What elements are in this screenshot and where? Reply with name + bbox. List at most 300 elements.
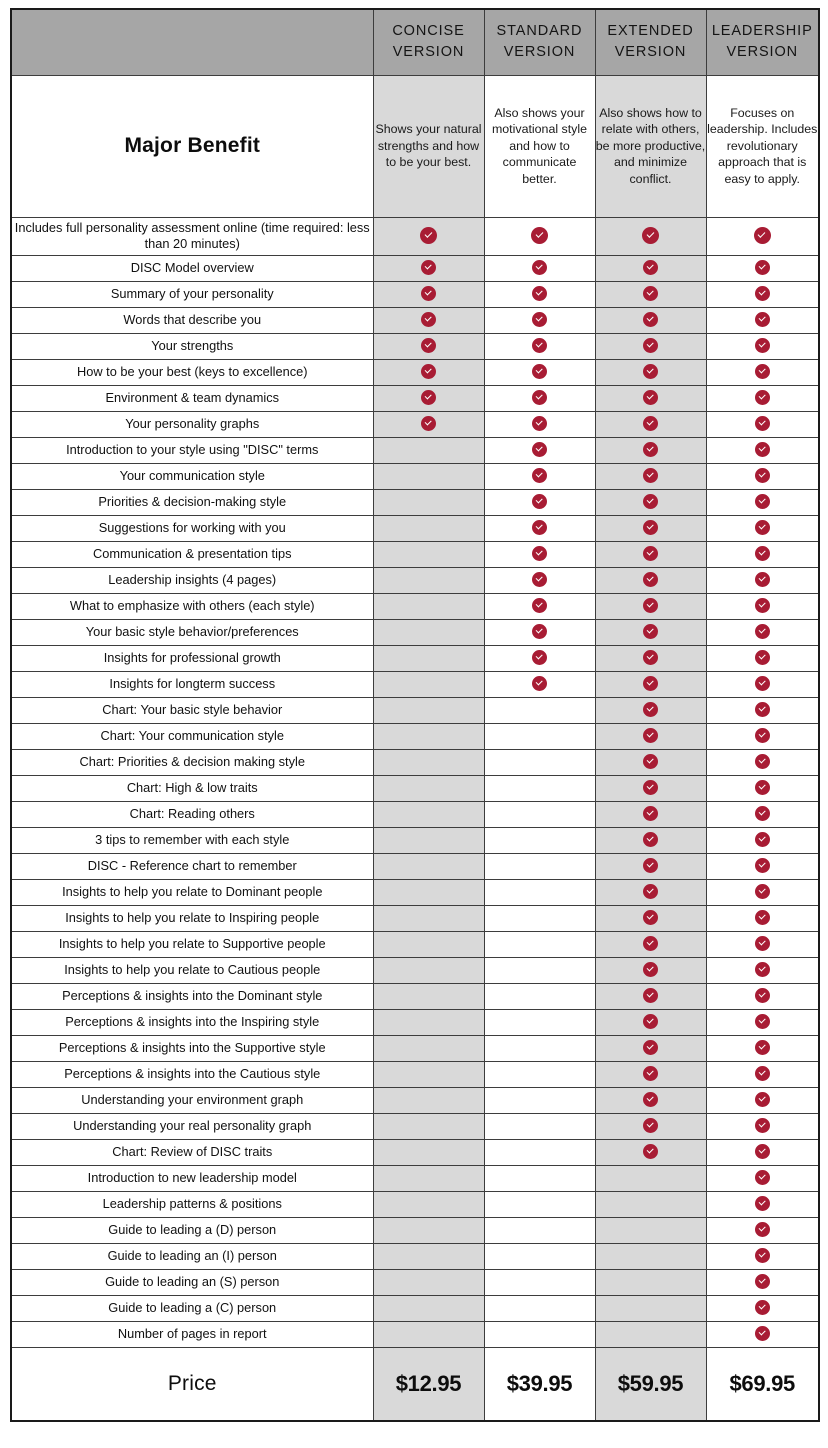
check-circle-icon [643, 884, 658, 899]
feature-cell-leadership [706, 1087, 819, 1113]
feature-cell-standard [484, 697, 595, 723]
check-circle-icon [643, 364, 658, 379]
feature-cell-extended [595, 333, 706, 359]
feature-cell-concise [373, 983, 484, 1009]
feature-label: What to emphasize with others (each style) [11, 593, 373, 619]
check-circle-icon [755, 338, 770, 353]
feature-label: How to be your best (keys to excellence) [11, 359, 373, 385]
feature-cell-standard [484, 1295, 595, 1321]
feature-cell-concise [373, 1113, 484, 1139]
check-circle-icon [532, 572, 547, 587]
check-circle-icon [755, 442, 770, 457]
check-circle-icon [755, 806, 770, 821]
check-circle-icon [643, 754, 658, 769]
price-row [11, 1347, 819, 1421]
feature-cell-standard [484, 385, 595, 411]
feature-cell-extended [595, 1243, 706, 1269]
feature-cell-concise [373, 541, 484, 567]
feature-cell-extended [595, 671, 706, 697]
feature-label: Chart: Review of DISC traits [11, 1139, 373, 1165]
check-circle-icon [755, 884, 770, 899]
feature-cell-standard [484, 1009, 595, 1035]
feature-cell-standard [484, 905, 595, 931]
table-row [11, 1217, 819, 1243]
feature-cell-concise [373, 593, 484, 619]
check-circle-icon [755, 1222, 770, 1237]
feature-label: DISC - Reference chart to remember [11, 853, 373, 879]
feature-cell-concise [373, 1061, 484, 1087]
feature-cell-concise [373, 931, 484, 957]
table-row [11, 619, 819, 645]
feature-cell-concise [373, 645, 484, 671]
table-row [11, 1269, 819, 1295]
major-benefit-label: Major Benefit [11, 75, 373, 217]
feature-cell-standard [484, 723, 595, 749]
check-circle-icon [643, 1092, 658, 1107]
feature-label: Insights to help you relate to Supportive people [11, 931, 373, 957]
feature-cell-concise [373, 255, 484, 281]
table-row [11, 801, 819, 827]
feature-cell-leadership [706, 1217, 819, 1243]
check-circle-icon [643, 936, 658, 951]
feature-cell-concise [373, 1165, 484, 1191]
check-circle-icon [755, 1092, 770, 1107]
check-circle-icon [532, 416, 547, 431]
feature-cell-concise [373, 411, 484, 437]
table-row [11, 1113, 819, 1139]
feature-cell-concise [373, 749, 484, 775]
feature-label: Your basic style behavior/preferences [11, 619, 373, 645]
check-circle-icon [755, 1326, 770, 1341]
check-circle-icon [755, 988, 770, 1003]
table-row [11, 983, 819, 1009]
feature-cell-leadership [706, 723, 819, 749]
feature-cell-leadership [706, 593, 819, 619]
column-header-extended-line2: VERSION [614, 44, 687, 61]
feature-cell-standard [484, 255, 595, 281]
check-circle-icon [755, 728, 770, 743]
table-row [11, 931, 819, 957]
feature-cell-concise [373, 307, 484, 333]
feature-label: Guide to leading a (D) person [11, 1217, 373, 1243]
feature-cell-extended [595, 1165, 706, 1191]
column-header-standard [484, 9, 595, 75]
check-circle-icon [532, 286, 547, 301]
feature-cell-concise [373, 515, 484, 541]
feature-cell-standard [484, 879, 595, 905]
feature-cell-leadership [706, 931, 819, 957]
table-row [11, 1321, 819, 1347]
table-row [11, 827, 819, 853]
column-header-concise [373, 9, 484, 75]
check-circle-icon [532, 338, 547, 353]
price-leadership: $69.95 [706, 1347, 819, 1421]
feature-label: Insights to help you relate to Cautious people [11, 957, 373, 983]
check-circle-icon [421, 416, 436, 431]
feature-cell-standard [484, 671, 595, 697]
check-circle-icon [532, 442, 547, 457]
feature-cell-extended [595, 1269, 706, 1295]
check-circle-icon [755, 1144, 770, 1159]
feature-label: Understanding your real personality graph [11, 1113, 373, 1139]
feature-cell-extended [595, 411, 706, 437]
table-row [11, 853, 819, 879]
column-header-extended-line1: EXTENDED [607, 23, 694, 40]
feature-cell-extended [595, 957, 706, 983]
table-row [11, 333, 819, 359]
feature-cell-extended [595, 1139, 706, 1165]
feature-label: Your communication style [11, 463, 373, 489]
check-circle-icon [643, 676, 658, 691]
feature-cell-leadership [706, 411, 819, 437]
feature-cell-standard [484, 775, 595, 801]
feature-cell-concise [373, 463, 484, 489]
feature-cell-leadership [706, 853, 819, 879]
feature-cell-concise [373, 879, 484, 905]
feature-label: Perceptions & insights into the Cautious style [11, 1061, 373, 1087]
feature-cell-leadership [706, 983, 819, 1009]
feature-cell-leadership [706, 281, 819, 307]
check-circle-icon [643, 1118, 658, 1133]
feature-label: Guide to leading a (C) person [11, 1295, 373, 1321]
feature-label: Guide to leading an (I) person [11, 1243, 373, 1269]
check-circle-icon [532, 390, 547, 405]
feature-cell-extended [595, 463, 706, 489]
feature-cell-standard [484, 307, 595, 333]
feature-cell-standard [484, 541, 595, 567]
feature-label: Leadership insights (4 pages) [11, 567, 373, 593]
check-circle-icon [532, 624, 547, 639]
feature-cell-standard [484, 801, 595, 827]
feature-cell-leadership [706, 1165, 819, 1191]
check-circle-icon [643, 1014, 658, 1029]
check-circle-icon [643, 338, 658, 353]
feature-cell-extended [595, 879, 706, 905]
feature-cell-extended [595, 1321, 706, 1347]
check-circle-icon [755, 910, 770, 925]
feature-cell-leadership [706, 801, 819, 827]
feature-cell-leadership [706, 1061, 819, 1087]
feature-cell-leadership [706, 905, 819, 931]
feature-cell-standard [484, 1269, 595, 1295]
feature-cell-extended [595, 1295, 706, 1321]
feature-label: Guide to leading an (S) person [11, 1269, 373, 1295]
check-circle-icon [643, 962, 658, 977]
table-row [11, 723, 819, 749]
feature-cell-standard [484, 1191, 595, 1217]
feature-cell-concise [373, 775, 484, 801]
feature-cell-extended [595, 281, 706, 307]
feature-cell-concise [373, 723, 484, 749]
check-circle-icon [642, 227, 659, 244]
check-circle-icon [643, 702, 658, 717]
feature-cell-standard [484, 333, 595, 359]
feature-label: Insights for longterm success [11, 671, 373, 697]
check-circle-icon [532, 364, 547, 379]
feature-cell-concise [373, 1295, 484, 1321]
feature-cell-concise [373, 905, 484, 931]
feature-cell-leadership [706, 1035, 819, 1061]
feature-cell-leadership [706, 1139, 819, 1165]
feature-cell-standard [484, 1087, 595, 1113]
check-circle-icon [643, 728, 658, 743]
feature-cell-extended [595, 775, 706, 801]
check-circle-icon [755, 598, 770, 613]
feature-cell-standard [484, 567, 595, 593]
table-row [11, 1139, 819, 1165]
table-row [11, 255, 819, 281]
feature-cell-extended [595, 931, 706, 957]
table-row [11, 905, 819, 931]
feature-cell-concise [373, 1321, 484, 1347]
table-row [11, 567, 819, 593]
major-benefit-leadership: Focuses on leadership. Includes revolutionary approach that is easy to apply. [706, 75, 819, 217]
price-label: Price [11, 1347, 373, 1421]
check-circle-icon [755, 676, 770, 691]
column-header-leadership-line1: LEADERSHIP [711, 23, 813, 40]
feature-cell-standard [484, 281, 595, 307]
price-concise: $12.95 [373, 1347, 484, 1421]
check-circle-icon [755, 286, 770, 301]
feature-cell-leadership [706, 1009, 819, 1035]
feature-cell-leadership [706, 1295, 819, 1321]
feature-cell-standard [484, 437, 595, 463]
feature-cell-extended [595, 593, 706, 619]
feature-cell-concise [373, 1191, 484, 1217]
major-benefit-standard: Also shows your motivational style and how to communicate better. [484, 75, 595, 217]
feature-cell-extended [595, 801, 706, 827]
column-header-concise-line1: CONCISE [392, 23, 465, 40]
feature-cell-extended [595, 489, 706, 515]
feature-cell-leadership [706, 1321, 819, 1347]
price-standard: $39.95 [484, 1347, 595, 1421]
table-row [11, 749, 819, 775]
check-circle-icon [755, 936, 770, 951]
feature-cell-concise [373, 1139, 484, 1165]
check-circle-icon [643, 1144, 658, 1159]
feature-label: 3 tips to remember with each style [11, 827, 373, 853]
feature-label: Chart: Priorities & decision making style [11, 749, 373, 775]
feature-cell-concise [373, 281, 484, 307]
feature-cell-leadership [706, 775, 819, 801]
feature-cell-extended [595, 1113, 706, 1139]
check-circle-icon [643, 598, 658, 613]
table-header-row [11, 9, 819, 75]
feature-cell-leadership [706, 515, 819, 541]
feature-cell-standard [484, 1035, 595, 1061]
feature-cell-standard [484, 217, 595, 255]
feature-label: Chart: High & low traits [11, 775, 373, 801]
table-row [11, 1061, 819, 1087]
feature-cell-concise [373, 217, 484, 255]
check-circle-icon [643, 260, 658, 275]
check-circle-icon [643, 650, 658, 665]
feature-cell-leadership [706, 437, 819, 463]
feature-cell-leadership [706, 1113, 819, 1139]
feature-label: Perceptions & insights into the Dominant style [11, 983, 373, 1009]
check-circle-icon [643, 1066, 658, 1081]
table-row [11, 437, 819, 463]
check-circle-icon [643, 416, 658, 431]
feature-cell-extended [595, 1061, 706, 1087]
table-row [11, 463, 819, 489]
check-circle-icon [531, 227, 548, 244]
feature-cell-standard [484, 1321, 595, 1347]
check-circle-icon [755, 1118, 770, 1133]
column-header-standard-line1: STANDARD [496, 23, 583, 40]
feature-label: Perceptions & insights into the Supportive style [11, 1035, 373, 1061]
check-circle-icon [755, 650, 770, 665]
feature-cell-standard [484, 1139, 595, 1165]
check-circle-icon [643, 442, 658, 457]
table-row [11, 541, 819, 567]
check-circle-icon [755, 1014, 770, 1029]
feature-cell-leadership [706, 697, 819, 723]
feature-cell-standard [484, 359, 595, 385]
feature-label: Insights for professional growth [11, 645, 373, 671]
feature-cell-extended [595, 567, 706, 593]
check-circle-icon [755, 1248, 770, 1263]
check-circle-icon [755, 962, 770, 977]
feature-cell-standard [484, 931, 595, 957]
feature-cell-extended [595, 1191, 706, 1217]
check-circle-icon [755, 754, 770, 769]
check-circle-icon [643, 286, 658, 301]
table-row [11, 385, 819, 411]
table-row [11, 775, 819, 801]
check-circle-icon [755, 702, 770, 717]
feature-label: Perceptions & insights into the Inspiring style [11, 1009, 373, 1035]
feature-cell-extended [595, 359, 706, 385]
feature-cell-leadership [706, 879, 819, 905]
feature-cell-leadership [706, 567, 819, 593]
check-circle-icon [421, 312, 436, 327]
feature-label: Your personality graphs [11, 411, 373, 437]
feature-cell-concise [373, 671, 484, 697]
feature-cell-concise [373, 489, 484, 515]
feature-label: Insights to help you relate to Dominant people [11, 879, 373, 905]
feature-cell-extended [595, 619, 706, 645]
feature-cell-standard [484, 1243, 595, 1269]
feature-label: Your strengths [11, 333, 373, 359]
feature-cell-leadership [706, 957, 819, 983]
feature-cell-standard [484, 515, 595, 541]
feature-cell-extended [595, 723, 706, 749]
column-header-leadership-line2: VERSION [726, 44, 799, 61]
feature-cell-concise [373, 619, 484, 645]
column-header-concise-line2: VERSION [392, 44, 465, 61]
check-circle-icon [643, 546, 658, 561]
table-row [11, 1009, 819, 1035]
feature-label: Introduction to new leadership model [11, 1165, 373, 1191]
feature-cell-leadership [706, 333, 819, 359]
feature-cell-standard [484, 489, 595, 515]
feature-cell-concise [373, 333, 484, 359]
check-circle-icon [755, 468, 770, 483]
feature-cell-leadership [706, 645, 819, 671]
check-circle-icon [420, 227, 437, 244]
feature-cell-concise [373, 1009, 484, 1035]
feature-cell-concise [373, 853, 484, 879]
feature-cell-extended [595, 217, 706, 255]
check-circle-icon [532, 520, 547, 535]
feature-label: Environment & team dynamics [11, 385, 373, 411]
table-row [11, 1295, 819, 1321]
feature-cell-leadership [706, 489, 819, 515]
table-row [11, 1165, 819, 1191]
feature-cell-concise [373, 437, 484, 463]
feature-cell-leadership [706, 307, 819, 333]
feature-cell-standard [484, 1061, 595, 1087]
feature-cell-standard [484, 957, 595, 983]
feature-cell-concise [373, 957, 484, 983]
feature-cell-extended [595, 853, 706, 879]
check-circle-icon [755, 1066, 770, 1081]
check-circle-icon [755, 1274, 770, 1289]
feature-cell-extended [595, 385, 706, 411]
check-circle-icon [532, 468, 547, 483]
feature-label: Summary of your personality [11, 281, 373, 307]
check-circle-icon [755, 1196, 770, 1211]
check-circle-icon [755, 1040, 770, 1055]
check-circle-icon [532, 676, 547, 691]
feature-cell-extended [595, 1087, 706, 1113]
feature-cell-leadership [706, 463, 819, 489]
feature-cell-standard [484, 853, 595, 879]
feature-cell-concise [373, 359, 484, 385]
feature-cell-concise [373, 1217, 484, 1243]
feature-cell-extended [595, 749, 706, 775]
check-circle-icon [532, 260, 547, 275]
check-circle-icon [755, 494, 770, 509]
feature-cell-leadership [706, 827, 819, 853]
table-row [11, 515, 819, 541]
check-circle-icon [421, 260, 436, 275]
check-circle-icon [643, 988, 658, 1003]
feature-label: Communication & presentation tips [11, 541, 373, 567]
feature-cell-leadership [706, 671, 819, 697]
check-circle-icon [755, 546, 770, 561]
feature-cell-leadership [706, 217, 819, 255]
feature-cell-concise [373, 1269, 484, 1295]
check-circle-icon [755, 1170, 770, 1185]
check-circle-icon [532, 312, 547, 327]
feature-label: Chart: Your basic style behavior [11, 697, 373, 723]
column-header-standard-line2: VERSION [503, 44, 576, 61]
feature-label: DISC Model overview [11, 255, 373, 281]
check-circle-icon [755, 364, 770, 379]
check-circle-icon [755, 312, 770, 327]
version-comparison-table [10, 8, 820, 1422]
check-circle-icon [421, 364, 436, 379]
feature-label: Understanding your environment graph [11, 1087, 373, 1113]
feature-label: Number of pages in report [11, 1321, 373, 1347]
table-row [11, 359, 819, 385]
feature-cell-leadership [706, 385, 819, 411]
feature-cell-concise [373, 697, 484, 723]
feature-cell-standard [484, 749, 595, 775]
feature-cell-concise [373, 1243, 484, 1269]
table-row [11, 307, 819, 333]
table-row [11, 1191, 819, 1217]
feature-cell-concise [373, 1035, 484, 1061]
check-circle-icon [421, 286, 436, 301]
feature-cell-concise [373, 1087, 484, 1113]
feature-cell-concise [373, 801, 484, 827]
check-circle-icon [754, 227, 771, 244]
feature-cell-extended [595, 905, 706, 931]
feature-cell-extended [595, 541, 706, 567]
